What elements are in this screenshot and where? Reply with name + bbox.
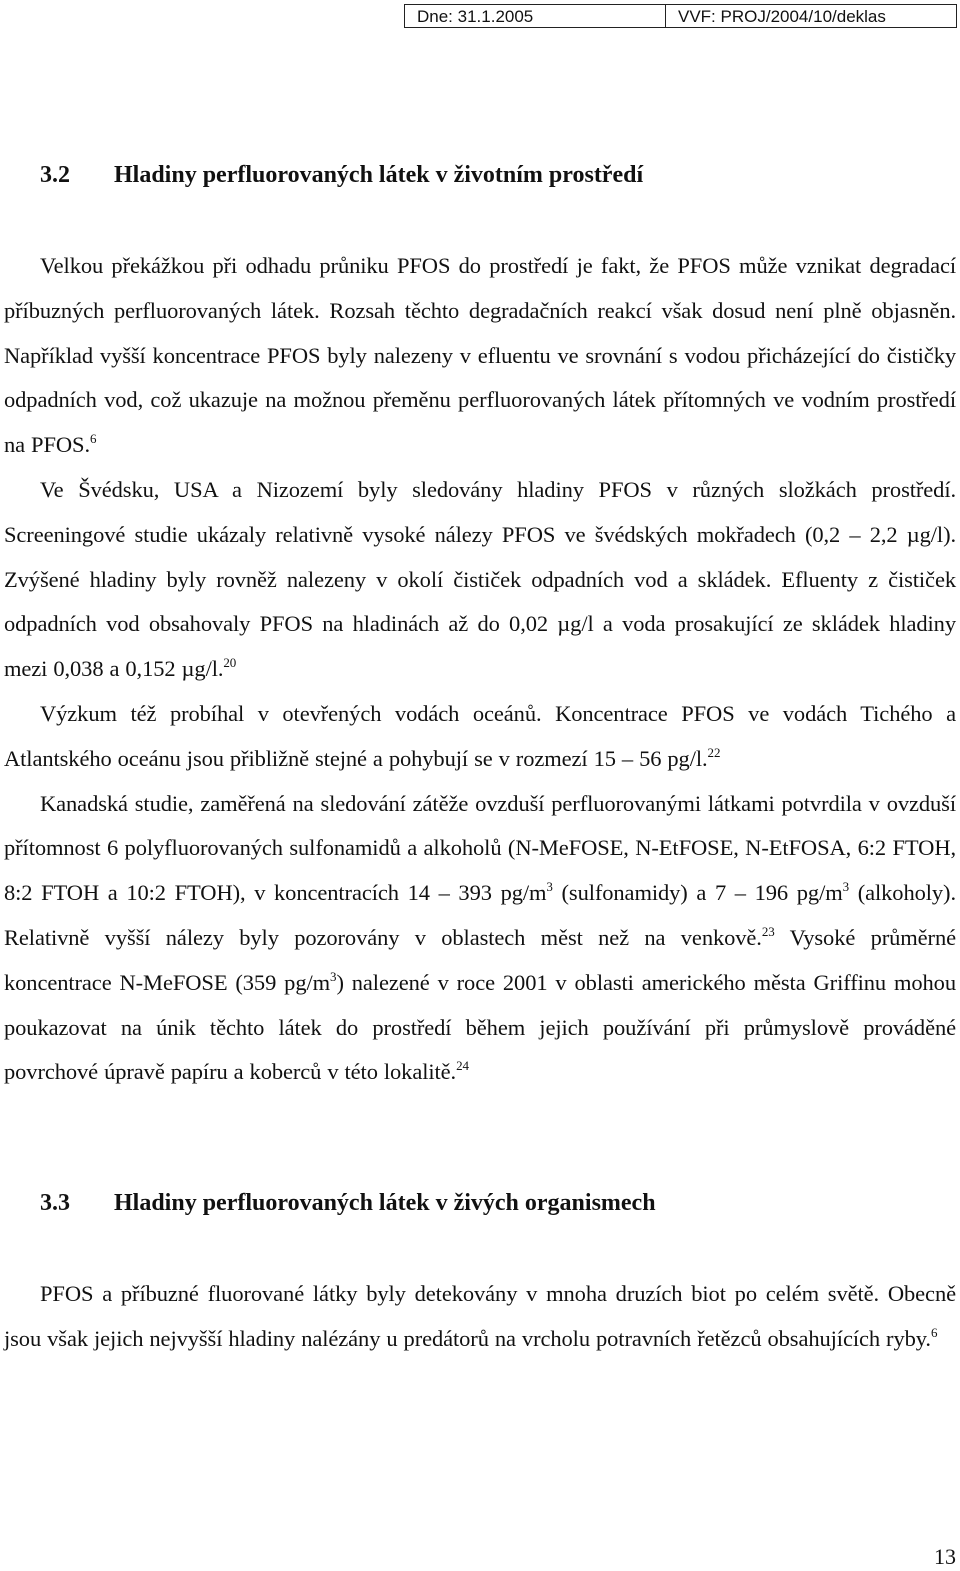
- superscript: 3: [330, 968, 337, 984]
- footnote-ref: 6: [89, 431, 97, 447]
- paragraph-text: Ve Švédsku, USA a Nizozemí byly sledovány hladiny PFOS v různých složkách prostředí. Screeningové studie ukázaly relativně vysoké nálezy PFOS ve švédských mokřadech (0,2 – 2,2 µg/l). Zvýšené hladiny byly rovněž nalezeny v okolí čističek odpadních vod a skládek. Efluenty z čističek odpadních vod obsahovaly PFOS na hladinách až do 0,02 µg/l a voda prosakující ze skládek hladiny mezi 0,038 a 0,152 µg/l.: [4, 476, 956, 682]
- section-title: Hladiny perfluorovaných látek v živých organismech: [114, 1190, 656, 1216]
- paragraph-text: Velkou překážkou při odhadu průniku PFOS do prostředí je fakt, že PFOS může vznikat degradací příbuzných perfluorovaných látek. Rozsah těchto degradačních reakcí však dosud není plně objasněn. Například vyšší koncentrace PFOS byly nalezeny v efluentu ve srovnání s vodou přicházející do čističky odpadních vod, což ukazuje na možnou přeměnu perfluorovaných látek přítomných ve vodním prostředí na PFOS.: [4, 253, 956, 458]
- page-header: [0, 0, 960, 30]
- section-heading-3-2: [40, 162, 643, 189]
- paragraph-text: (alkoholy). Relativně vyšší nálezy byly pozorovány v oblastech měst než na venkově.: [4, 880, 956, 950]
- paragraph-text: Kanadská studie, zaměřená na sledování zátěže ovzduší perfluorovanými látkami potvrdila v ovzduší přítomnost 6 polyfluorovaných sulfonamidů a alkoholů (N-MeFOSE, N-EtFOSE, N-EtFOSA, 6:2 FTOH, 8:2 FTOH a 10:2 FTOH), v koncentracích 14 – 393 pg/m: [4, 790, 956, 906]
- paragraph-text: (sulfonamidy) a 7 – 196 pg/m: [552, 880, 843, 906]
- paragraph-text: Výzkum též probíhal v otevřených vodách oceánů. Koncentrace PFOS ve vodách Tichého a Atlantského oceánu jsou přibližně stejné a pohybují se v rozmezí 15 – 56 pg/l.: [4, 700, 956, 771]
- section-3-3-body: [4, 1272, 956, 1362]
- footnote-ref: 24: [456, 1058, 469, 1074]
- section-3-2-body: [4, 244, 956, 1095]
- footnote-ref: 6: [930, 1324, 938, 1340]
- section-heading-3-3: [40, 1190, 656, 1217]
- header-date: Dne: 31.1.2005: [404, 4, 666, 28]
- header-reference: VVF: PROJ/2004/10/deklas: [665, 4, 957, 28]
- page-number: 13: [934, 1544, 956, 1569]
- section-number: 3.2: [40, 162, 70, 188]
- footnote-ref: 22: [707, 744, 721, 760]
- paragraph-text: Vysoké průměrné koncentrace N-MeFOSE (359 pg/m: [4, 924, 956, 995]
- footnote-ref: 23: [761, 923, 775, 939]
- superscript: 3: [842, 879, 850, 895]
- footnote-ref: 20: [223, 655, 237, 671]
- paragraph-text: ) nalezené v roce 2001 v oblasti amerického města Griffinu mohou poukazovat na únik těchto látek do prostředí během jejich používání při průmyslově prováděné povrchové úpravě papíru a koberců v této lokalitě.: [4, 969, 956, 1085]
- superscript: 3: [546, 879, 553, 895]
- section-number: 3.3: [40, 1190, 70, 1216]
- section-title: Hladiny perfluorovaných látek v životním prostředí: [114, 162, 644, 188]
- paragraph-text: PFOS a příbuzné fluorované látky byly detekovány v mnoha druzích biot po celém světě. Obecně jsou však jejich nejvyšší hladiny nalézány u predátorů na vrcholu potravních řetězců obsahujících ryby.: [4, 1281, 956, 1351]
